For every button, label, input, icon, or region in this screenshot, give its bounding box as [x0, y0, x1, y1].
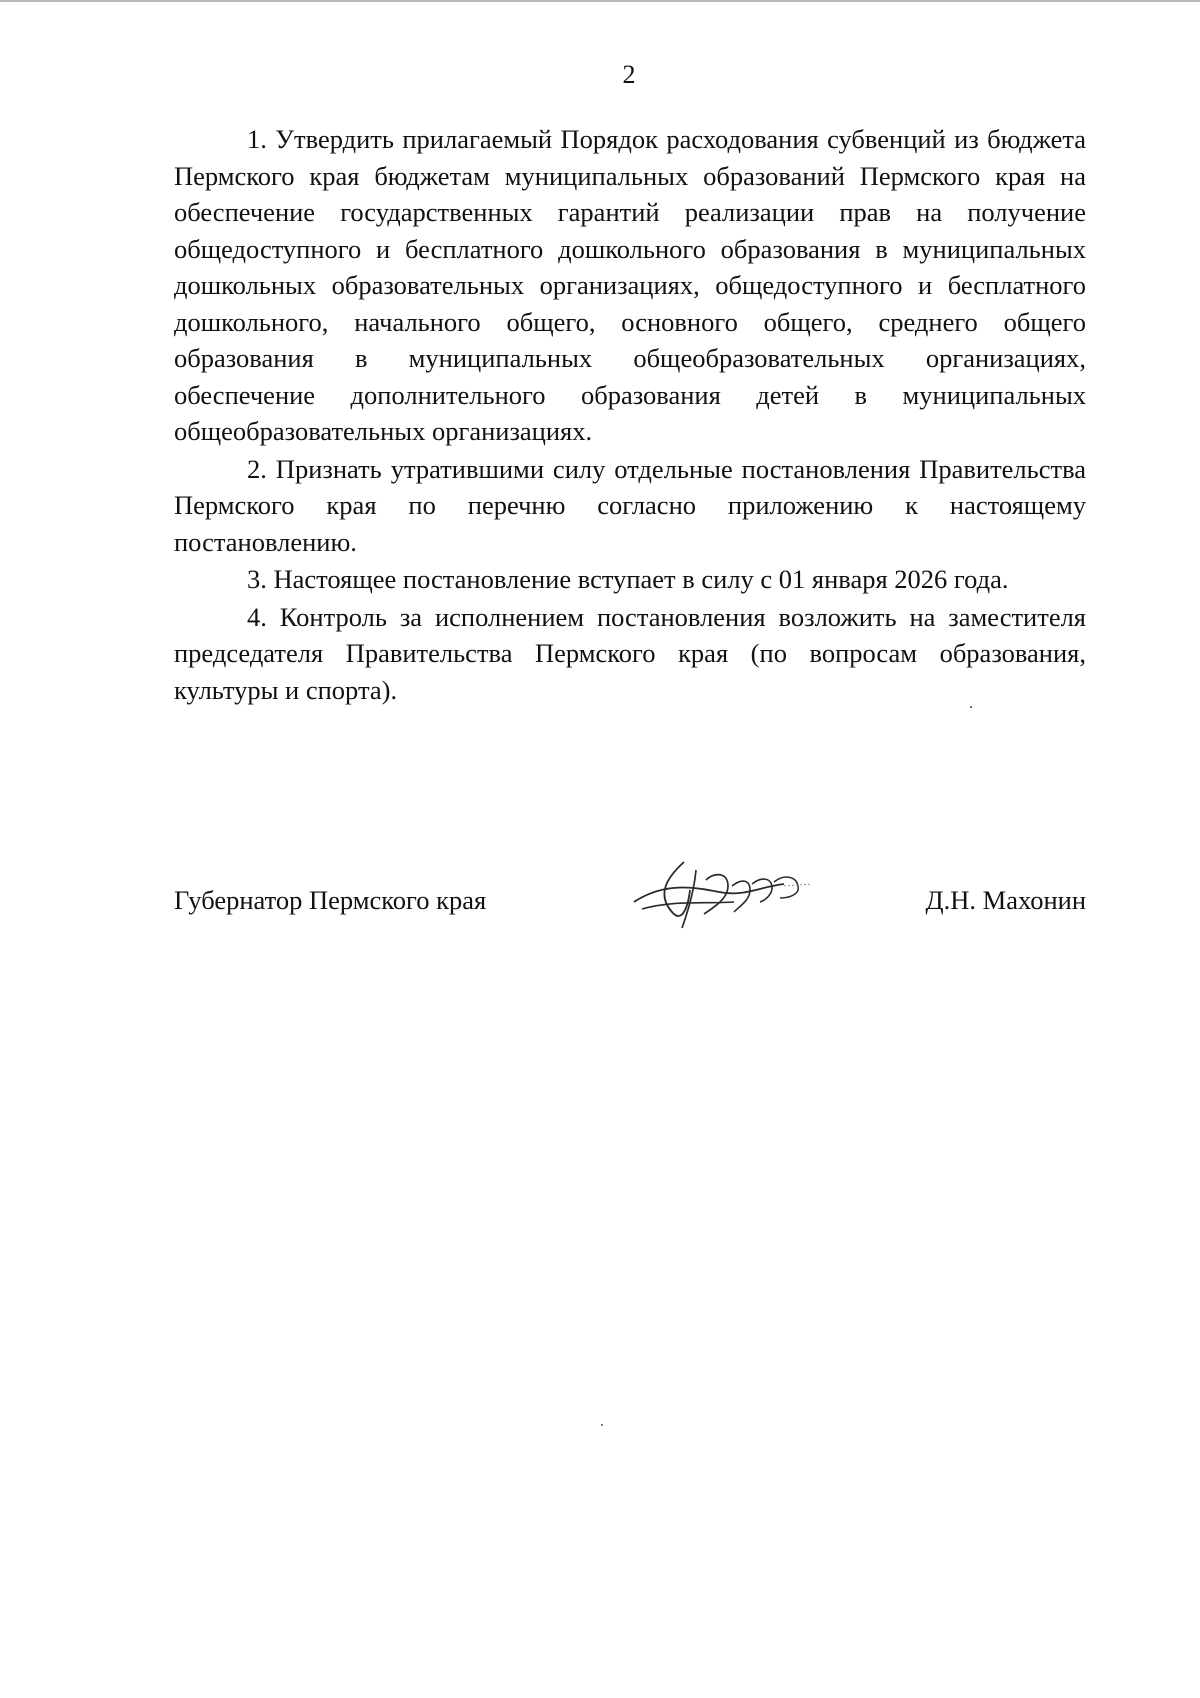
paragraph-1: 1. Утвердить прилагаемый Порядок расходования субвенций из бюджета Пермского края бюджетам муниципальных образований Пермского края на обеспечение государственных гарантий реализации прав на получение общедоступного и бесплатного дошкольного образования в муниципальных дошкольных образовательных организациях, общедоступного и бесплатного дошкольного, начального общего, основного общего, среднего общего образования в муниципальных общеобразовательных организациях, обеспечение дополнительного образования детей в муниципальных общеобразовательных организациях. [174, 124, 1086, 446]
signatory-title: Губернатор Пермского края [174, 885, 487, 915]
scan-speck [601, 1424, 603, 1426]
paragraph-4: 4. Контроль за исполнением постановления возложить на заместителя председателя Правительства Пермского края (по вопросам образования, культуры и спорта). [174, 601, 1086, 705]
document-body [174, 121, 1086, 708]
scan-edge [0, 0, 1200, 2]
paragraph-2: 2. Признать утратившими силу отдельные постановления Правительства Пермского края по перечню согласно приложению к настоящему постановлению. [174, 453, 1086, 557]
handwritten-signature [624, 852, 824, 932]
page-number: 2 [622, 60, 636, 89]
scan-speck [970, 706, 972, 708]
paragraph-3: 3. Настоящее постановление вступает в силу с 01 января 2026 года. [247, 564, 1009, 594]
signatory-name: Д.Н. Махонин [925, 885, 1086, 915]
